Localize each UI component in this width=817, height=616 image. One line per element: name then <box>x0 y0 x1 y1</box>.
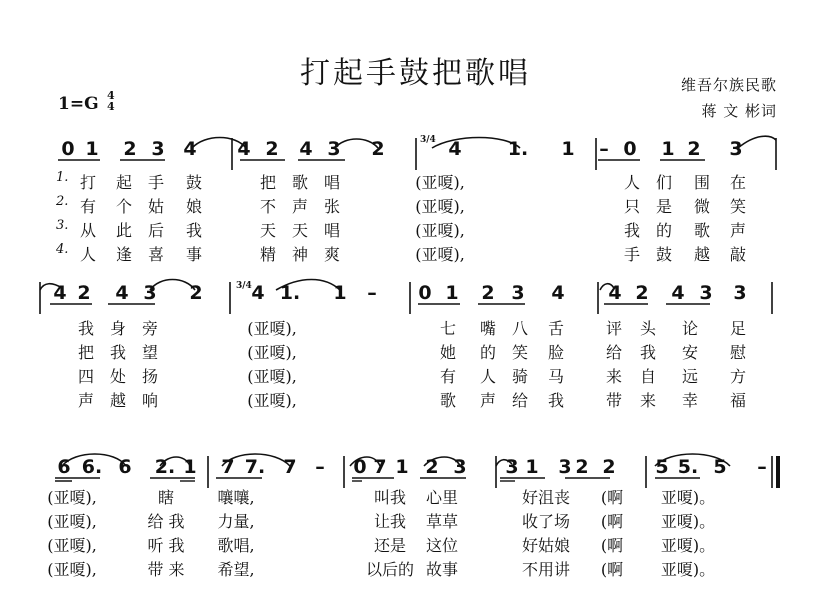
lyric-word: 声 <box>77 391 95 410</box>
lyric-word: 微 <box>693 197 711 216</box>
jianpu-note: 2. <box>154 456 176 478</box>
jianpu-note: 4 <box>237 138 251 160</box>
lyric-word: 神 <box>291 245 309 264</box>
jianpu-note: 4 <box>183 138 197 160</box>
jianpu-note: 7 <box>373 456 387 478</box>
jianpu-note: – <box>757 456 767 478</box>
jianpu-note: 1 <box>395 456 409 478</box>
jianpu-note: 6 <box>57 456 71 478</box>
jianpu-note: 1 <box>661 138 675 160</box>
lyric-word: 听 我 <box>147 536 185 555</box>
jianpu-note: – <box>367 282 377 304</box>
lyric-word: 安 <box>681 343 699 362</box>
jianpu-note: – <box>315 456 325 478</box>
lyric-word: 声 <box>729 221 747 240</box>
lyric-word: (亚嗄), <box>47 512 97 531</box>
lyric-word: (啊 <box>600 488 624 507</box>
lyric-word: 瞎 <box>157 488 175 507</box>
jianpu-note: 3 <box>151 138 165 160</box>
lyric-word: 扬 <box>141 367 159 386</box>
jianpu-note: 2 <box>371 138 385 160</box>
lyric-word: 是 <box>655 197 673 216</box>
jianpu-note: 1 <box>445 282 459 304</box>
lyric-word: 歌 <box>693 221 711 240</box>
lyric-word: 的 <box>479 343 497 362</box>
jianpu-note: 2 <box>77 282 91 304</box>
jianpu-note: 2 <box>265 138 279 160</box>
jianpu-note: 1. <box>507 138 529 160</box>
lyric-word: 方 <box>729 367 747 386</box>
lyric-word: 鼓 <box>655 245 673 264</box>
lyric-word: 远 <box>681 367 699 386</box>
lyric-word: 处 <box>109 367 127 386</box>
lyric-word: 舌 <box>547 319 565 338</box>
jianpu-note: 5 <box>655 456 669 478</box>
verse-number: 2. <box>56 194 69 209</box>
lyric-word: (亚嗄), <box>415 173 465 192</box>
jianpu-note: 3 <box>453 456 467 478</box>
lyric-word: 精 <box>259 245 277 264</box>
lyric-word: 我 <box>77 319 95 338</box>
lyric-word: 给 <box>511 391 529 410</box>
lyric-word: 好沮丧 <box>521 488 571 507</box>
lyric-word: 还是 <box>373 536 407 555</box>
lyric-word: 希望, <box>217 560 255 579</box>
jianpu-note: 2 <box>425 456 439 478</box>
jianpu-note: 6 <box>118 456 132 478</box>
jianpu-note: 4 <box>448 138 462 160</box>
jianpu-note: 4 <box>299 138 313 160</box>
lyric-word: 人 <box>623 173 641 192</box>
lyric-word: 歌唱, <box>217 536 255 555</box>
jianpu-note: 0 <box>61 138 75 160</box>
jianpu-note: 1 <box>561 138 575 160</box>
verse-number: 3. <box>56 218 69 233</box>
lyric-word: 鼓 <box>185 173 203 192</box>
jianpu-note: 3 <box>505 456 519 478</box>
lyric-word: 望 <box>141 343 159 362</box>
lyric-word: 围 <box>693 173 711 192</box>
lyric-word: 逢 <box>115 245 133 264</box>
lyric-word: 有 <box>439 367 457 386</box>
lyric-word: 力量, <box>217 512 255 531</box>
lyric-word: 故事 <box>425 560 459 579</box>
lyric-word: 头 <box>639 319 657 338</box>
lyric-word: 爽 <box>323 245 341 264</box>
jianpu-note: 7 <box>283 456 297 478</box>
lyric-word: 自 <box>639 367 657 386</box>
lyric-word: 越 <box>693 245 711 264</box>
lyric-word: (亚嗄), <box>415 221 465 240</box>
lyric-word: (亚嗄), <box>415 245 465 264</box>
lyric-word: 以后的 <box>365 560 415 579</box>
lyric-word: 评 <box>605 319 623 338</box>
lyric-word: 足 <box>729 319 747 338</box>
lyric-word: 来 <box>639 391 657 410</box>
lyric-word: 脸 <box>547 343 565 362</box>
lyric-word: 笑 <box>729 197 747 216</box>
jianpu-note: 2 <box>189 282 203 304</box>
lyric-word: 身 <box>109 319 127 338</box>
time-change-marker: 3/4 <box>236 281 252 291</box>
lyric-word: 好姑娘 <box>521 536 571 555</box>
jianpu-note: 7. <box>244 456 266 478</box>
lyric-word: (亚嗄), <box>247 367 297 386</box>
jianpu-note: 1 <box>85 138 99 160</box>
lyric-word: 天 <box>291 221 309 240</box>
lyric-word: 从 <box>79 221 97 240</box>
lyric-word: 这位 <box>425 536 459 555</box>
lyric-word: 后 <box>147 221 165 240</box>
jianpu-note: 3 <box>143 282 157 304</box>
lyric-word: 在 <box>729 173 747 192</box>
lyric-word: (啊 <box>600 560 624 579</box>
lyric-word: 我 <box>109 343 127 362</box>
lyric-word: 草草 <box>425 512 459 531</box>
lyric-word: (亚嗄), <box>247 391 297 410</box>
lyric-word: (亚嗄), <box>47 560 97 579</box>
lyric-word: 手 <box>147 173 165 192</box>
lyric-word: 此 <box>115 221 133 240</box>
lyric-word: 我 <box>185 221 203 240</box>
lyric-word: 亚嗄)。 <box>660 560 716 579</box>
jianpu-note: 2 <box>602 456 616 478</box>
lyric-word: 张 <box>323 197 341 216</box>
jianpu-note: 3 <box>511 282 525 304</box>
jianpu-note: 0 <box>353 456 367 478</box>
origin-credit: 维吾尔族民歌 <box>680 76 777 94</box>
lyric-word: 个 <box>115 197 133 216</box>
jianpu-note: 1 <box>333 282 347 304</box>
jianpu-note: 3 <box>327 138 341 160</box>
lyric-word: (啊 <box>600 536 624 555</box>
jianpu-note: 3 <box>699 282 713 304</box>
jianpu-note: 2 <box>635 282 649 304</box>
lyric-word: 嚷嚷, <box>217 488 255 507</box>
lyric-word: 亚嗄)。 <box>660 488 716 507</box>
time-change-marker: 3/4 <box>420 135 436 145</box>
jianpu-note: 7 <box>221 456 235 478</box>
jianpu-note: 4 <box>53 282 67 304</box>
time-signature-top: 4 <box>107 89 115 102</box>
lyric-word: 歌 <box>291 173 309 192</box>
jianpu-note: 3 <box>558 456 572 478</box>
lyric-word: 慰 <box>729 343 747 362</box>
lyric-word: 我 <box>547 391 565 410</box>
lyric-word: 打 <box>79 173 97 192</box>
lyric-word: 让我 <box>373 512 407 531</box>
jianpu-note: 6. <box>81 456 103 478</box>
lyric-word: 福 <box>729 391 747 410</box>
lyric-word: 旁 <box>141 319 159 338</box>
lyric-word: 幸 <box>681 391 699 410</box>
lyric-word: 带 <box>605 391 623 410</box>
lyric-word: 姑 <box>147 197 165 216</box>
song-title: 打起手鼓把歌唱 <box>300 56 531 91</box>
lyric-word: 歌 <box>439 391 457 410</box>
lyric-word: 手 <box>623 245 641 264</box>
lyric-word: 人 <box>79 245 97 264</box>
lyric-word: 不用讲 <box>521 560 571 579</box>
jianpu-note: 2 <box>123 138 137 160</box>
lyric-word: (亚嗄), <box>247 319 297 338</box>
lyric-word: 亚嗄)。 <box>660 536 716 555</box>
lyric-word: 七 <box>439 319 457 338</box>
time-signature-bottom: 4 <box>107 100 115 113</box>
lyric-word: 她 <box>439 343 457 362</box>
verse-number: 4. <box>56 242 69 257</box>
jianpu-note: 1 <box>183 456 197 478</box>
lyricist-credit: 蒋 文 彬词 <box>701 102 777 120</box>
lyric-word: 收了场 <box>521 512 571 531</box>
lyric-word: 人 <box>479 367 497 386</box>
lyric-word: 给 <box>605 343 623 362</box>
lyric-word: 马 <box>547 367 565 386</box>
lyric-word: 带 来 <box>147 560 185 579</box>
lyric-word: 娘 <box>185 197 203 216</box>
lyric-word: 亚嗄)。 <box>660 512 716 531</box>
lyric-word: (亚嗄), <box>47 536 97 555</box>
jianpu-note: 0 <box>418 282 432 304</box>
lyric-word: (啊 <box>600 512 624 531</box>
jianpu-note: 4 <box>671 282 685 304</box>
lyric-word: 的 <box>655 221 673 240</box>
lyric-word: 事 <box>185 245 203 264</box>
lyric-word: 来 <box>605 367 623 386</box>
lyric-word: (亚嗄), <box>247 343 297 362</box>
jianpu-note: 1 <box>525 456 539 478</box>
lyric-word: 喜 <box>147 245 165 264</box>
key-signature: 1=G <box>58 94 99 114</box>
lyric-word: 骑 <box>511 367 529 386</box>
lyric-word: 越 <box>109 391 127 410</box>
jianpu-note: 5 <box>713 456 727 478</box>
lyric-word: 唱 <box>323 173 341 192</box>
lyric-word: 敲 <box>729 245 747 264</box>
lyric-word: 们 <box>655 173 673 192</box>
jianpu-note: 1. <box>279 282 301 304</box>
jianpu-note: 4 <box>251 282 265 304</box>
lyric-word: 声 <box>291 197 309 216</box>
lyric-word: 笑 <box>511 343 529 362</box>
lyric-word: (亚嗄), <box>47 488 97 507</box>
lyric-word: 天 <box>259 221 277 240</box>
jianpu-note: 3 <box>729 138 743 160</box>
lyric-word: 声 <box>479 391 497 410</box>
jianpu-note: 0 <box>623 138 637 160</box>
lyric-word: 论 <box>681 319 699 338</box>
jianpu-note: 4 <box>551 282 565 304</box>
lyric-word: 心里 <box>425 488 459 507</box>
lyric-word: 把 <box>77 343 95 362</box>
lyric-word: (亚嗄), <box>415 197 465 216</box>
lyric-word: 有 <box>79 197 97 216</box>
lyric-word: 我 <box>639 343 657 362</box>
lyric-word: 四 <box>77 367 95 386</box>
lyric-word: 只 <box>623 197 641 216</box>
jianpu-note: 5. <box>677 456 699 478</box>
lyric-word: 给 我 <box>147 512 185 531</box>
jianpu-note: – <box>599 138 609 160</box>
jianpu-note: 4 <box>115 282 129 304</box>
lyric-word: 唱 <box>323 221 341 240</box>
jianpu-note: 3 <box>733 282 747 304</box>
jianpu-note: 4 <box>608 282 622 304</box>
jianpu-note: 2 <box>687 138 701 160</box>
verse-number: 1. <box>56 170 69 185</box>
jianpu-note: 2 <box>575 456 589 478</box>
lyric-word: 我 <box>623 221 641 240</box>
jianpu-note: 2 <box>481 282 495 304</box>
lyric-word: 叫我 <box>373 488 407 507</box>
lyric-word: 嘴 <box>479 319 497 338</box>
lyric-word: 起 <box>115 173 133 192</box>
lyric-word: 不 <box>259 197 277 216</box>
lyric-word: 把 <box>259 173 277 192</box>
lyric-word: 响 <box>141 391 159 410</box>
lyric-word: 八 <box>511 319 529 338</box>
